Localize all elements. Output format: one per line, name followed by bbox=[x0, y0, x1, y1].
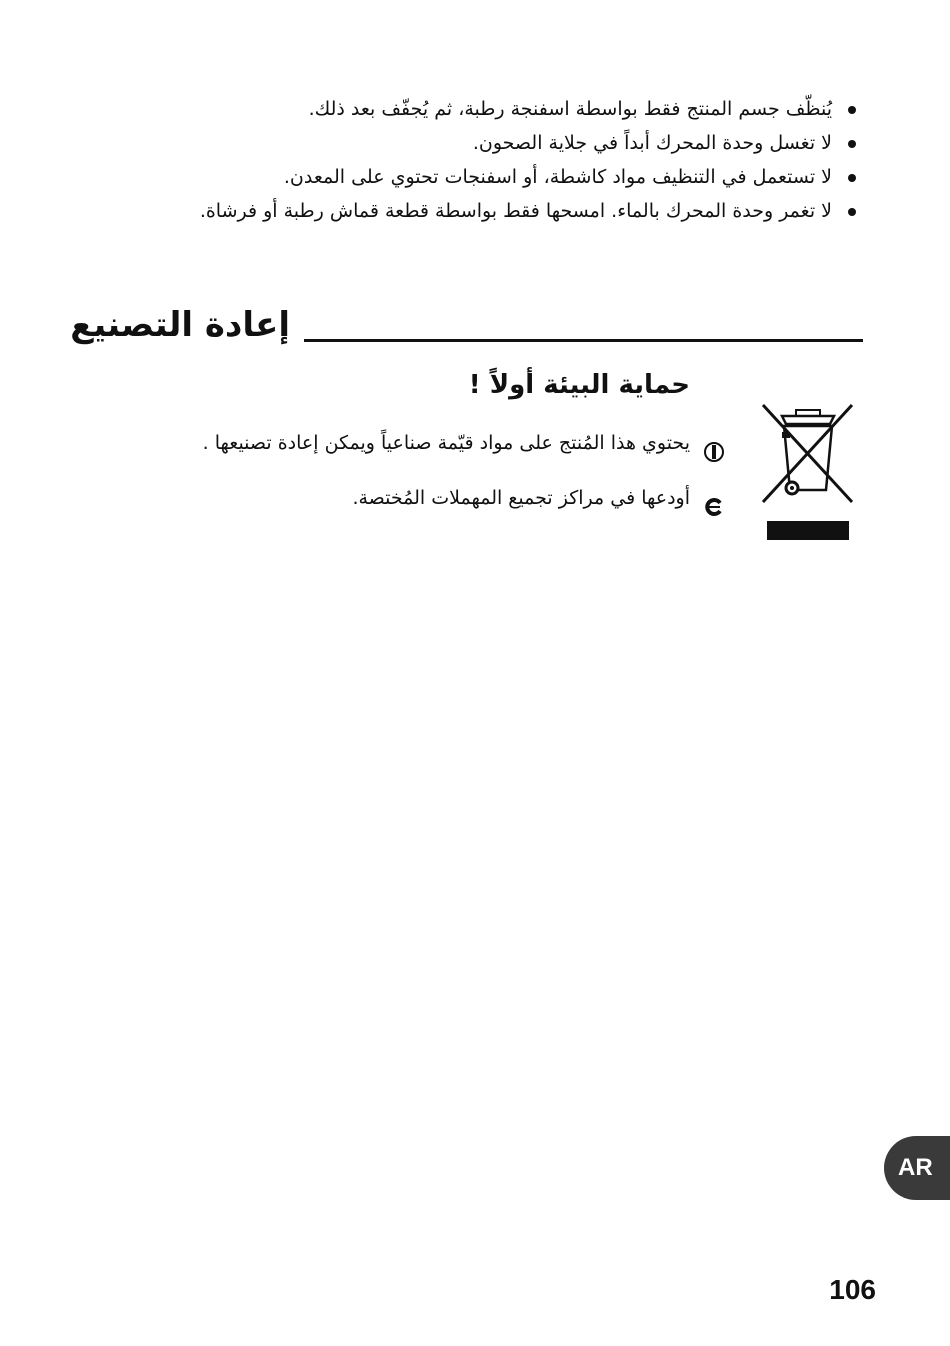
section-title: إعادة التصنيع bbox=[70, 305, 290, 345]
language-tab: AR bbox=[884, 1136, 950, 1200]
section-divider bbox=[304, 339, 863, 342]
recycling-notice: يحتوي هذا المُنتج على مواد قيّمة صناعياً ويمكن إعادة تصنيعها . bbox=[202, 432, 690, 454]
care-instructions-list bbox=[142, 92, 862, 228]
bullet-icon bbox=[848, 174, 856, 182]
weee-crossed-bin-icon bbox=[760, 402, 856, 544]
list-item bbox=[142, 126, 862, 160]
page-number: 106 bbox=[829, 1274, 876, 1305]
bullet-icon bbox=[848, 106, 856, 114]
list-item-text: لا تستعمل في التنظيف مواد كاشطة، أو اسفنجات تحتوي على المعدن. bbox=[283, 166, 832, 188]
subheading: حماية البيئة أولاً ! bbox=[468, 370, 690, 400]
list-item-text: لا تغسل وحدة المحرك أبداً في جلاية الصحون. bbox=[472, 132, 832, 154]
bullet-icon bbox=[848, 140, 856, 148]
list-item-text: لا تغمر وحدة المحرك بالماء. امسحها فقط بواسطة قطعة قماش رطبة أو فرشاة. bbox=[199, 200, 832, 222]
list-item bbox=[142, 194, 862, 228]
list-item bbox=[142, 92, 862, 126]
info-icon bbox=[703, 441, 725, 463]
recycle-icon bbox=[705, 498, 723, 516]
list-item bbox=[142, 160, 862, 194]
recycling-notice: أودعها في مراكز تجميع المهملات المُختصة. bbox=[352, 487, 690, 509]
list-item-text: يُنظّف جسم المنتج فقط بواسطة اسفنجة رطبة، ثم يُجفّف بعد ذلك. bbox=[308, 98, 832, 120]
bullet-icon bbox=[848, 208, 856, 216]
